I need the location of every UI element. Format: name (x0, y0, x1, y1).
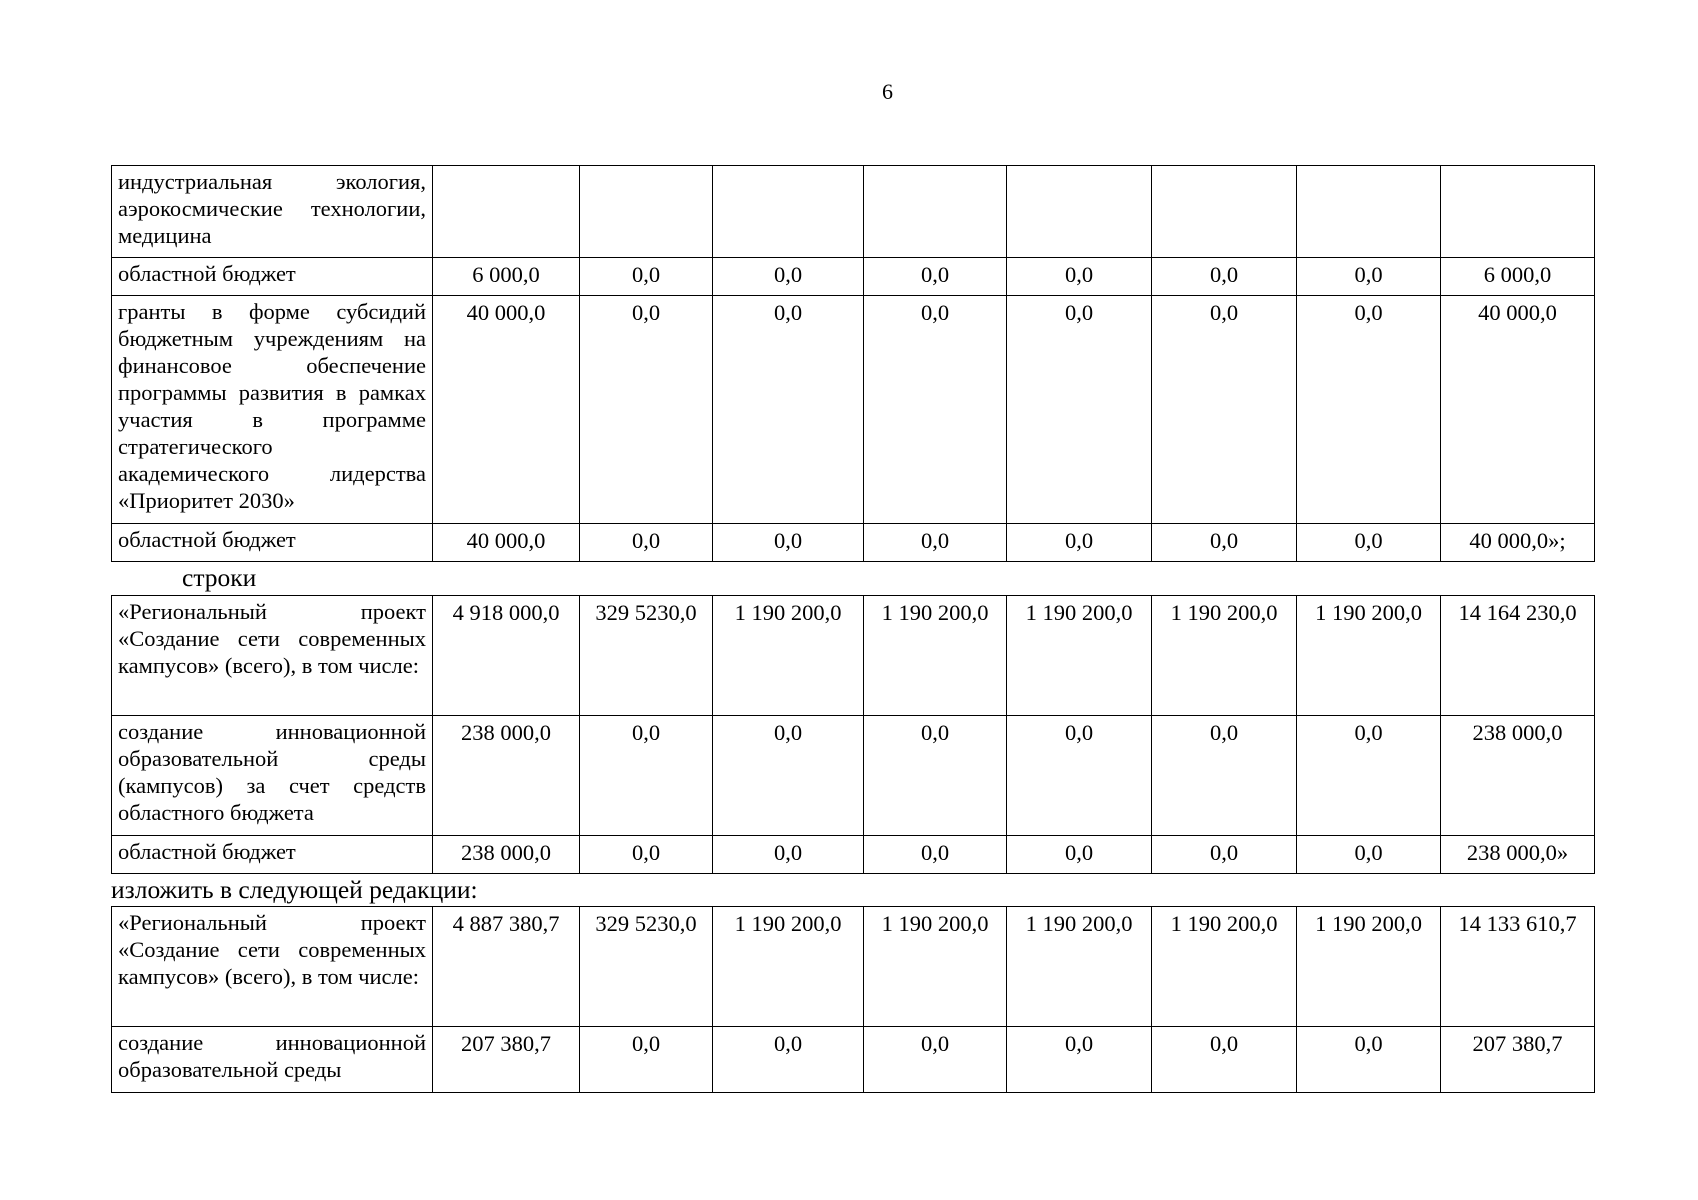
value-cell: 238 000,0» (1441, 836, 1595, 874)
value-cell: 1 190 200,0 (713, 596, 864, 716)
value-cell: 4 887 380,7 (433, 907, 580, 1027)
value-cell: 0,0 (1152, 296, 1297, 524)
value-cell: 329 5230,0 (580, 596, 713, 716)
value-cell: 6 000,0 (1441, 258, 1595, 296)
table-row (112, 166, 1595, 258)
value-cell: 0,0 (713, 836, 864, 874)
value-cell: 40 000,0»; (1441, 524, 1595, 562)
row-label: «Региональный проект «Создание сети современных кампусов» (всего), в том числе: (112, 596, 433, 716)
value-cell: 207 380,7 (433, 1027, 580, 1093)
value-cell: 1 190 200,0 (864, 907, 1007, 1027)
value-cell: 0,0 (1007, 1027, 1152, 1093)
value-cell: 0,0 (864, 1027, 1007, 1093)
row-label: областной бюджет (112, 836, 433, 874)
value-cell (433, 166, 580, 258)
table-row (112, 296, 1595, 524)
value-cell: 0,0 (713, 296, 864, 524)
row-label: создание инновационной образовательной среды (112, 1027, 433, 1093)
table-row (112, 836, 1595, 874)
value-cell (713, 166, 864, 258)
value-cell: 0,0 (864, 296, 1007, 524)
value-cell: 0,0 (580, 296, 713, 524)
value-cell: 0,0 (1007, 836, 1152, 874)
value-cell (1297, 166, 1441, 258)
value-cell (580, 166, 713, 258)
value-cell: 0,0 (713, 716, 864, 836)
value-cell: 14 164 230,0 (1441, 596, 1595, 716)
table-row (112, 1027, 1595, 1093)
value-cell: 0,0 (1152, 524, 1297, 562)
row-label: областной бюджет (112, 258, 433, 296)
table-row (112, 524, 1595, 562)
value-cell: 0,0 (1297, 716, 1441, 836)
value-cell: 0,0 (1152, 716, 1297, 836)
value-cell: 1 190 200,0 (864, 596, 1007, 716)
value-cell: 0,0 (1007, 296, 1152, 524)
row-label: индустриальная экология, аэрокосмические технологии, медицина (112, 166, 433, 258)
value-cell: 1 190 200,0 (1152, 907, 1297, 1027)
value-cell: 0,0 (713, 524, 864, 562)
row-label: гранты в форме субсидий бюджетным учреждениям на финансовое обеспечение программы развития в рамках участия в программе стратегического академического лидерства «Приоритет 2030» (112, 296, 433, 524)
value-cell: 0,0 (864, 524, 1007, 562)
value-cell: 0,0 (713, 258, 864, 296)
value-cell (864, 166, 1007, 258)
value-cell (1441, 166, 1595, 258)
value-cell: 40 000,0 (433, 524, 580, 562)
value-cell: 0,0 (580, 524, 713, 562)
value-cell: 40 000,0 (1441, 296, 1595, 524)
value-cell (1152, 166, 1297, 258)
value-cell: 329 5230,0 (580, 907, 713, 1027)
value-cell: 1 190 200,0 (1297, 596, 1441, 716)
value-cell: 0,0 (1297, 524, 1441, 562)
table-row (112, 258, 1595, 296)
value-cell: 0,0 (1297, 258, 1441, 296)
value-cell (1007, 166, 1152, 258)
rows-caption: строки (182, 563, 257, 592)
budget-table-continued (111, 165, 1595, 562)
row-label: «Региональный проект «Создание сети современных кампусов» (всего), в том числе: (112, 907, 433, 1027)
value-cell: 0,0 (864, 258, 1007, 296)
value-cell: 238 000,0 (1441, 716, 1595, 836)
value-cell: 1 190 200,0 (1007, 596, 1152, 716)
value-cell: 1 190 200,0 (1007, 907, 1152, 1027)
value-cell: 14 133 610,7 (1441, 907, 1595, 1027)
value-cell: 1 190 200,0 (713, 907, 864, 1027)
page-number: 6 (882, 79, 893, 104)
value-cell: 4 918 000,0 (433, 596, 580, 716)
row-label: создание инновационной образовательной среды (кампусов) за счет средств областного бюджета (112, 716, 433, 836)
value-cell: 1 190 200,0 (1297, 907, 1441, 1027)
restate-caption: изложить в следующей редакции: (111, 875, 478, 904)
table-row (112, 596, 1595, 716)
value-cell: 0,0 (580, 1027, 713, 1093)
value-cell: 0,0 (1152, 836, 1297, 874)
value-cell: 40 000,0 (433, 296, 580, 524)
value-cell: 238 000,0 (433, 716, 580, 836)
value-cell: 0,0 (1152, 258, 1297, 296)
value-cell: 0,0 (864, 716, 1007, 836)
value-cell: 0,0 (580, 716, 713, 836)
value-cell: 0,0 (1007, 258, 1152, 296)
value-cell: 207 380,7 (1441, 1027, 1595, 1093)
value-cell: 6 000,0 (433, 258, 580, 296)
table-row (112, 907, 1595, 1027)
value-cell: 0,0 (1297, 836, 1441, 874)
value-cell: 0,0 (1152, 1027, 1297, 1093)
value-cell: 0,0 (580, 836, 713, 874)
value-cell: 0,0 (1007, 716, 1152, 836)
value-cell: 0,0 (1297, 1027, 1441, 1093)
value-cell: 0,0 (1007, 524, 1152, 562)
budget-table-old-rows (111, 595, 1595, 874)
value-cell: 0,0 (1297, 296, 1441, 524)
value-cell: 1 190 200,0 (1152, 596, 1297, 716)
value-cell: 0,0 (713, 1027, 864, 1093)
value-cell: 238 000,0 (433, 836, 580, 874)
row-label: областной бюджет (112, 524, 433, 562)
value-cell: 0,0 (580, 258, 713, 296)
value-cell: 0,0 (864, 836, 1007, 874)
budget-table-new-rows (111, 906, 1595, 1093)
table-row (112, 716, 1595, 836)
